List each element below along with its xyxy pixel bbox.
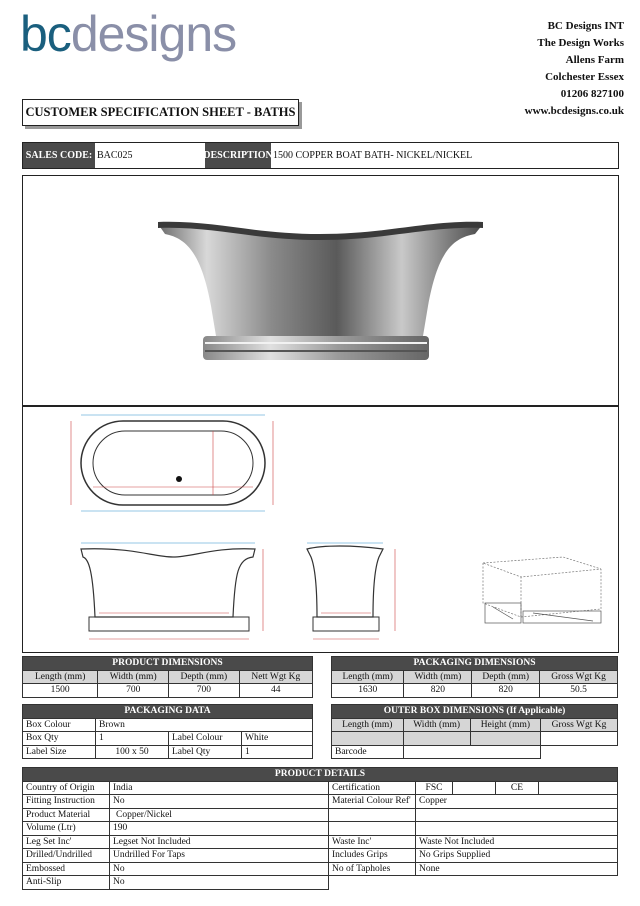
pk-header-length: Length (mm) [332,670,404,684]
detail-value [416,822,618,836]
detail-value: No Grips Supplied [416,849,618,863]
box-qty-value: 1 [96,732,169,746]
detail-label: Volume (Ltr) [23,822,110,836]
detail-label: Includes Grips [329,849,416,863]
detail-value: No [110,876,329,890]
barcode-value [403,745,540,759]
box-colour-value: Brown [96,718,313,732]
sales-code-label: SALES CODE: [23,143,95,168]
label-colour-label: Label Colour [169,732,242,746]
pk-length: 1630 [332,684,404,698]
pk-depth: 820 [472,684,540,698]
label-colour-value: White [242,732,313,746]
pd-depth: 700 [169,684,240,698]
address-website: www.bcdesigns.co.uk [524,105,624,117]
product-dimensions-table [22,656,313,698]
sales-code-bar [22,142,619,169]
detail-value: India [110,781,329,795]
box-qty-label: Box Qty [23,732,96,746]
ob-length [332,732,404,746]
detail-value: Undrilled For Taps [110,849,329,863]
detail-label: Anti-Slip [23,876,110,890]
pd-header-weight: Nett Wgt Kg [239,670,312,684]
ob-header-height: Height (mm) [470,718,540,732]
ce-label: CE [496,782,539,795]
pk-header-weight: Gross Wgt Kg [540,670,618,684]
packaging-dimensions-title: PACKAGING DIMENSIONS [332,657,618,671]
detail-label [329,808,416,822]
outer-box-title: OUTER BOX DIMENSIONS (If Applicable) [332,705,618,719]
pd-header-depth: Depth (mm) [169,670,240,684]
detail-label: Drilled/Undrilled [23,849,110,863]
detail-value: None [416,862,618,876]
detail-value: Waste Not Included [416,835,618,849]
technical-drawings [23,407,618,652]
description-value: 1500 COPPER BOAT BATH- NICKEL/NICKEL [273,150,473,161]
detail-value: No [110,795,329,809]
detail-value [416,808,618,822]
detail-value: Legset Not Included [110,835,329,849]
label-qty-label: Label Qty [169,745,242,759]
bath-photo [23,176,618,405]
label-size-value: 100 x 50 [96,745,169,759]
detail-label [329,822,416,836]
sales-code-value: BAC025 [97,150,133,161]
detail-value: Copper/Nickel [110,808,329,822]
detail-label: Waste Inc' [329,835,416,849]
address-line: Colchester Essex [545,71,624,83]
outer-box-table [331,704,618,759]
pk-header-depth: Depth (mm) [472,670,540,684]
packaging-dimensions-table [331,656,618,698]
address-line: The Design Works [537,37,624,49]
detail-label: Fitting Instruction [23,795,110,809]
pd-length: 1500 [23,684,98,698]
detail-label: Leg Set Inc' [23,835,110,849]
detail-value: 190 [110,822,329,836]
pd-width: 700 [98,684,169,698]
certification-value [416,781,618,795]
fsc-value [453,782,496,795]
pd-weight: 44 [239,684,312,698]
product-details-table [22,767,618,890]
detail-label: Country of Origin [23,781,110,795]
sheet-title: CUSTOMER SPECIFICATION SHEET - BATHS [22,99,299,126]
product-dimensions-title: PRODUCT DIMENSIONS [23,657,313,671]
description-label: DESCRIPTION [205,143,271,168]
logo-bc: bc [20,6,71,62]
detail-label: No of Tapholes [329,862,416,876]
product-details-title: PRODUCT DETAILS [23,768,618,782]
pk-header-width: Width (mm) [404,670,472,684]
ob-width [403,732,470,746]
pd-header-length: Length (mm) [23,670,98,684]
product-photo-frame [22,175,619,406]
label-size-label: Label Size [23,745,96,759]
pk-weight: 50.5 [540,684,618,698]
logo-designs: designs [70,6,237,62]
pd-header-width: Width (mm) [98,670,169,684]
address-phone: 01206 827100 [560,88,624,100]
barcode-label: Barcode [332,745,404,759]
company-address [525,18,624,120]
ob-header-width: Width (mm) [403,718,470,732]
box-colour-label: Box Colour [23,718,96,732]
detail-label: Embossed [23,862,110,876]
address-line: BC Designs INT [547,20,624,32]
detail-label: Material Colour Ref' [329,795,416,809]
certification-label: Certification [329,781,416,795]
packaging-data-table [22,704,313,759]
ob-header-length: Length (mm) [332,718,404,732]
label-qty-value: 1 [242,745,313,759]
technical-drawings-frame [22,406,619,653]
packaging-data-title: PACKAGING DATA [23,705,313,719]
detail-value: Copper [416,795,618,809]
pk-width: 820 [404,684,472,698]
ob-header-weight: Gross Wgt Kg [541,718,618,732]
brand-logo [20,4,236,64]
ob-weight [541,732,618,746]
ob-height [470,732,540,746]
detail-label: Product Material [23,808,110,822]
ce-value [539,782,618,795]
address-line: Allens Farm [565,54,624,66]
detail-value: No [110,862,329,876]
fsc-label: FSC [416,782,453,795]
